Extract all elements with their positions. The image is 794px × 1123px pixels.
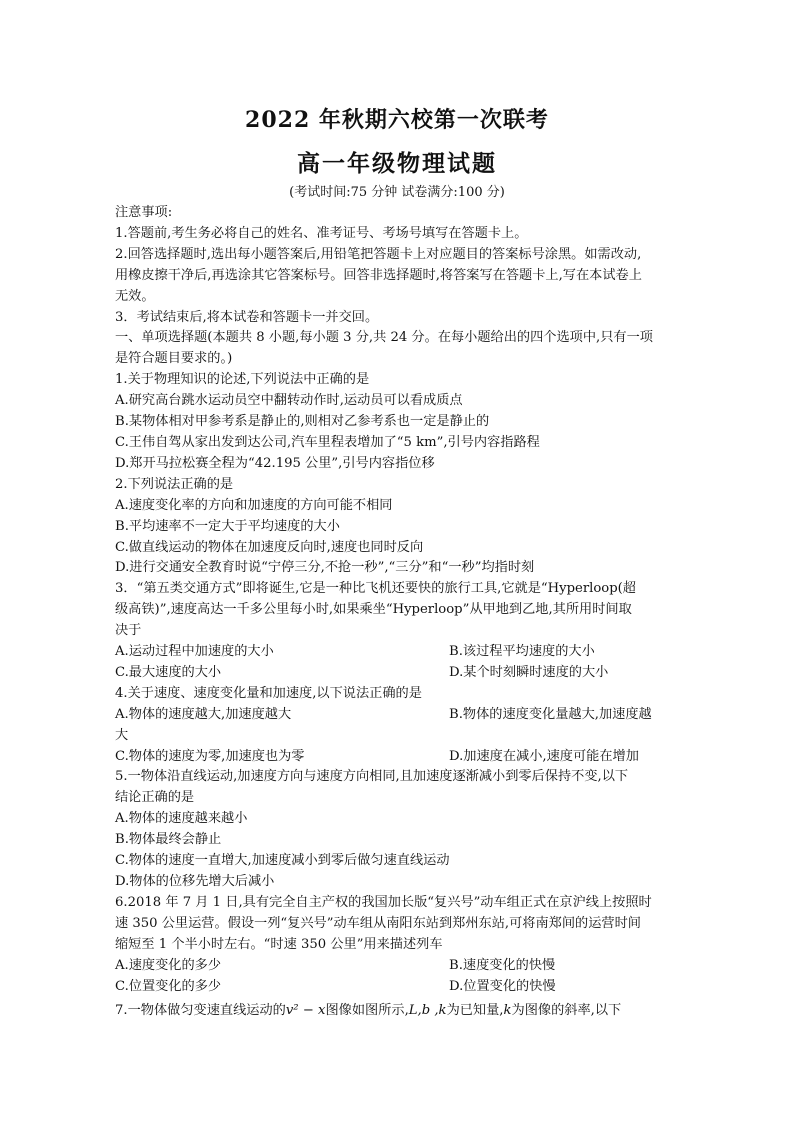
question-3-options-row	[115, 642, 685, 663]
question-5-stem: 结论正确的是	[115, 790, 195, 806]
question-1-option: B.某物体相对甲参考系是静止的,则相对乙参考系也一定是静止的	[115, 414, 490, 430]
exam-info: (考试时间:75 分钟 试卷满分:100 分)	[289, 185, 505, 200]
question-6-stem: 6.2018 年 7 月 1 日,具有完全自主产权的我国加长版“复兴号”动车组正式在京沪线上按照时	[115, 894, 652, 910]
question-6-stem: 缩短至 1 个半小时左右。“时速 350 公里”用来描述列车	[115, 936, 443, 952]
question-7-stem-suffix: 为图像的斜率,以下	[511, 1003, 622, 1019]
question-4-option-b: B.物体的速度变化量越大,加速度越	[449, 706, 652, 722]
question-4-option-a: A.物体的速度越大,加速度越大	[115, 706, 292, 722]
question-6-stem: 速 350 公里运营。假设一列“复兴号”动车组从南阳东站到郑州东站,可将南郑间的运营时间	[115, 915, 641, 931]
question-4-option-d: D.加速度在减小,速度可能在增加	[449, 748, 639, 764]
question-3-option-c: C.最大速度的大小	[115, 664, 222, 680]
question-3-options-row	[115, 663, 685, 684]
question-6-options-row	[115, 977, 685, 998]
question-5-option: D.物体的位移先增大后减小	[115, 874, 275, 889]
notes-line: 用橡皮擦干净后,再选涂其它答案标号。回答非选择题时,将答案写在答题卡上,写在本试卷上	[115, 267, 642, 283]
notes-line: 2.回答选择题时,选出每小题答案后,用铅笔把答题卡上对应题目的答案标号涂黑。如需改动,	[115, 246, 642, 262]
question-5-option: B.物体最终会静止	[115, 832, 222, 848]
section-heading: 是符合题目要求的。)	[115, 351, 233, 367]
exam-title: 2022 年秋期六校第一次联考	[245, 107, 549, 133]
question-7-stem-prefix: 7.一物体做匀变速直线运动的	[115, 1003, 286, 1019]
question-6-option-b: B.速度变化的快慢	[449, 957, 556, 973]
question-6-option-d: D.位置变化的快慢	[449, 978, 556, 994]
section-heading: 一、单项选择题(本题共 8 小题,每小题 3 分,共 24 分。在每小题给出的四个选项中,只有一项	[115, 330, 653, 346]
question-7-stem-mid: 图像如图所示,	[325, 1003, 409, 1019]
notes-line: 无效。	[115, 288, 155, 304]
question-3-stem: 决于	[115, 623, 142, 639]
question-4-options-row	[115, 705, 685, 726]
question-7-stem	[115, 1001, 685, 1022]
question-3-stem: 3．“第五类交通方式”即将诞生,它是一种比飞机还要快的旅行工具,它就是“Hyperloop(超	[115, 581, 636, 597]
question-4-options-row	[115, 747, 685, 768]
question-2-option: B.平均速率不一定大于平均速度的大小	[115, 518, 340, 534]
question-7-vars: L,b ,k	[408, 1003, 447, 1019]
question-5-stem: 5.一物体沿直线运动,加速度方向与速度方向相同,且加速度逐渐减小到零后保持不变,以下	[115, 769, 629, 785]
question-7-k: k	[503, 1003, 512, 1019]
notes-line: 3．考试结束后,将本试卷和答题卡一并交回。	[115, 309, 379, 325]
question-2-option: C.做直线运动的物体在加速度反向时,速度也同时反向	[115, 539, 424, 555]
question-1-option: D.郑开马拉松赛全程为“42.195 公里”,引号内容指位移	[115, 455, 435, 471]
question-2-stem: 2.下列说法正确的是	[115, 476, 234, 492]
question-1-option: A.研究高台跳水运动员空中翻转动作时,运动员可以看成质点	[115, 393, 463, 409]
exam-body	[115, 203, 685, 1022]
exam-subtitle: 高一年级物理试题	[297, 150, 497, 177]
question-3-stem: 级高铁)”,速度高达一千多公里每小时,如果乘坐“Hyperloop”从甲地到乙地,其所用时间取	[115, 602, 632, 618]
question-2-option: D.进行交通安全教育时说“宁停三分,不抢一秒”,“三分”和“一秒”均指时刻	[115, 560, 535, 576]
question-3-option-a: A.运动过程中加速度的大小	[115, 644, 274, 660]
question-5-option: C.物体的速度一直增大,加速度减小到零后做匀速直线运动	[115, 853, 450, 869]
question-4-option-b-wrap: 大	[115, 727, 129, 743]
question-7-formula: v² − x	[285, 1003, 326, 1019]
question-3-option-b: B.该过程平均速度的大小	[449, 644, 595, 660]
notes-line: 1.答题前,考生务必将自己的姓名、准考证号、考场号填写在答题卡上。	[115, 225, 528, 241]
question-6-options-row	[115, 956, 685, 977]
notes-heading: 注意事项:	[115, 205, 173, 220]
question-1-option: C.王伟自驾从家出发到达公司,汽车里程表增加了“5 km”,引号内容指路程	[115, 434, 540, 450]
question-4-stem: 4.关于速度、速度变化量和加速度,以下说法正确的是	[115, 685, 422, 701]
question-1-stem: 1.关于物理知识的论述,下列说法中正确的是	[115, 372, 370, 388]
question-6-option-c: C.位置变化的多少	[115, 978, 222, 994]
question-6-option-a: A.速度变化的多少	[115, 957, 222, 973]
question-4-option-c: C.物体的速度为零,加速度也为零	[115, 748, 305, 764]
question-5-option: A.物体的速度越来越小	[115, 811, 248, 827]
question-2-option: A.速度变化率的方向和加速度的方向可能不相同	[115, 497, 393, 513]
question-7-stem-mid2: 为已知量,	[446, 1003, 504, 1019]
question-3-option-d: D.某个时刻瞬时速度的大小	[449, 664, 609, 680]
